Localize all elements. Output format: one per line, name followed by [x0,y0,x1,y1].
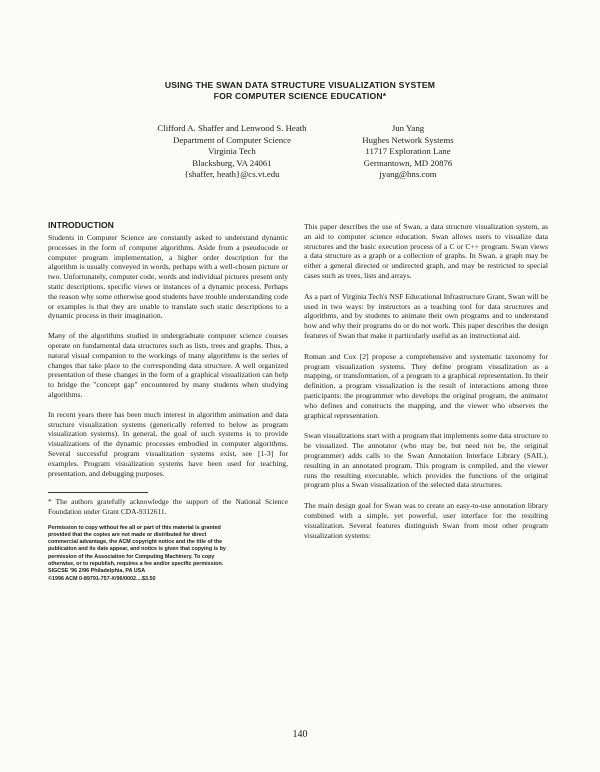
paragraph: Students in Computer Science are constantly asked to understand dynamic processes in the form of computer algorithms. Aside from a pseudocode or computer program implementation, a higher order description for the algorithm is usually conveyed in words, perhaps with a well-chosen picture or two. Unfortunately, computer code, words and individual pictures present only static descriptions, specific views or instances of a dynamic process. Perhaps the reason why some otherwise good students have trouble understanding code or examples is that they are unable to translate such static descriptions to a dynamic process in their imagination. [48,233,288,321]
permission-line: publication and its date appear, and notice is given that copying is by [48,546,226,553]
author-email: {shaffer, heath}@cs.vt.edu [184,169,280,179]
permission-line: otherwise, or to republish, requires a fee and/or specific permission. [48,561,224,567]
permission-notice [48,525,288,583]
page-number: 140 [292,729,308,740]
left-column [48,220,288,583]
paragraph: As a part of Virginia Tech's NSF Educational Infrastructure Grant, Swan will be used in two ways: by instructors as a teaching tool for data structures and algorithms, and by students to animate their own programs and to understand how and why their programs do or do not work. This paper describes the design features of Swan that make it particularly useful as an instructional aid. [304,291,548,340]
permission-line: provided that the copies are not made or distributed for direct [48,531,207,538]
footnote: * The authors gratefully acknowledge the support of the National Science Foundation under Grant CDA-9312611. [48,497,288,516]
paper-title [0,80,600,102]
author-names: Jun Yang [391,123,425,133]
author-email: jyang@hns.com [379,169,437,179]
permission-line: permission of the Association for Computing Machinery. To copy [48,553,215,560]
paragraph: This paper describes the use of Swan, a data structure visualization system, as an aid to computer science education. Swan allows users to visualize data structures and the basic execution process of a C or C++ program. Swan views a data structure as a graph or a collection of graphs. In Swan, a graph may be either a general directed or undirected graph, and may be restricted to special cases such as trees, lists and arrays. [304,222,548,280]
author-address: Germantown, MD 20876 [363,157,453,168]
paragraph: The main design goal for Swan was to create an easy-to-use annotation library combined with a simple, yet powerful, user interface for the resulting visualization. Several features distinguish Swan from most other program visualization systems: [304,501,548,540]
paragraph: Swan visualizations start with a program that implements some data structure to be visualized. The annotator (who may be, but need not be, the original programmer) adds calls to the Swan Annotation Interface Library (SAIL), resulting in an annotated program. This program is compiled, and the viewer runs the resulting executable, which provides the functions of the original program plus a Swan visualization of the selected data structures. [304,431,548,490]
author-names: Clifford A. Shaffer and Lenwood S. Heath [157,123,307,133]
author-street: 11717 Exploration Lane [365,146,451,156]
author-block-right [338,123,478,181]
paragraph: In recent years there has been much interest in algorithm animation and data structure visualization systems (generically referred to below as program visualization systems). In general, the goal of such systems is to provide visualizations of the dynamic processes embodied in computer algorithms. Several successful program visualization systems exist, see [1-3] for examples. Program visualization systems have been used for teaching, presentation, and debugging purposes. [48,409,288,478]
paragraph: Roman and Cox [2] propose a comprehensive and systematic taxonomy for program visualization systems. They define program visualization as a mapping, or transformation, of a program to a graphical representation. In their definition, a program visualization is the result of interactions among three participants: the programmer who develops the original program, the animator who defines and constructs the mapping, and the viewer who observes the graphical representation. [304,351,548,420]
author-institution: Virginia Tech [208,146,256,156]
author-block-left [132,123,332,181]
title-line: FOR COMPUTER SCIENCE EDUCATION* [213,91,387,101]
right-column [304,222,548,551]
conference-line: SIGCSE '96 2/96 Philadelphia, PA USA [48,568,146,575]
title-line: USING THE SWAN DATA STRUCTURE VISUALIZATION SYSTEM [164,80,436,90]
permission-line: commercial advantage, the ACM copyright notice and the title of the [48,539,223,546]
copyright-line: ©1996 ACM 0-89791-757-X/96/0002....$3.50 [48,575,156,582]
author-department: Department of Computer Science [173,134,291,145]
author-institution: Hughes Network Systems [362,134,454,145]
author-address: Blacksburg, VA 24061 [192,157,272,168]
section-heading: INTRODUCTION [48,220,114,230]
permission-line: Permission to copy without fee all or part of this material is granted [48,524,221,531]
footnote-rule [48,492,148,493]
paragraph: Many of the algorithms studied in undergraduate computer science courses operate on fundamental data structures such as lists, trees and graphs. Thus, a natural visual companion to the workings of many algorithms is the series of changes that take place to the corresponding data structure. A well organized presentation of these changes in the form of a graphical visualization can help to bridge the "concept gap" encountered by many students when studying algorithms. [48,331,288,399]
